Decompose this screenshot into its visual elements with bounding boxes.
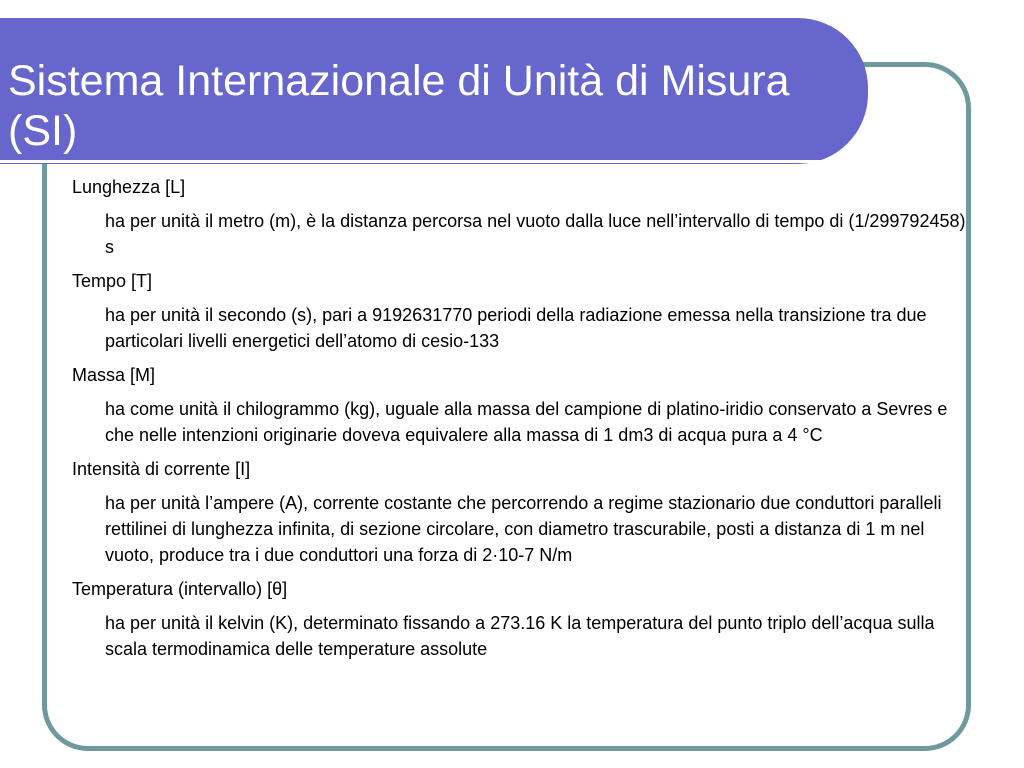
unit-item-mass — [72, 362, 972, 448]
unit-description: ha per unità il metro (m), è la distanza percorsa nel vuoto dalla luce nell’intervallo di tempo di (1/299792458) s — [105, 211, 966, 257]
unit-heading: Temperatura (intervallo) [θ] — [72, 579, 288, 599]
unit-item-time — [72, 268, 972, 354]
unit-heading: Intensità di corrente [I] — [72, 459, 251, 479]
title-banner — [0, 18, 868, 164]
unit-item-length — [72, 174, 972, 260]
unit-item-current — [72, 456, 972, 568]
unit-heading: Lunghezza [L] — [72, 177, 186, 197]
banner-divider — [0, 160, 868, 163]
unit-heading: Tempo [T] — [72, 271, 153, 291]
unit-description: ha per unità l’ampere (A), corrente costante che percorrendo a regime stazionario due conduttori paralleli rettilinei di lunghezza infinita, di sezione circolare, con diametro trascurabile, posti a distanza di 1 m nel vuoto, produce tra i due conduttori una forza di 2·10-7 N/m — [105, 493, 942, 565]
unit-heading: Massa [M] — [72, 365, 156, 385]
slide-title-line-1: Sistema Internazionale di Unità di Misura — [8, 57, 790, 105]
slide-title-line-2: (SI) — [8, 107, 78, 155]
unit-description: ha per unità il kelvin (K), determinato fissando a 273.16 K la temperatura del punto triplo dell’acqua sulla scala termodinamica delle temperature assolute — [105, 613, 935, 659]
unit-item-temperature — [72, 576, 972, 662]
unit-description: ha per unità il secondo (s), pari a 9192631770 periodi della radiazione emessa nella transizione tra due particolari livelli energetici dell’atomo di cesio-133 — [105, 305, 927, 351]
unit-description: ha come unità il chilogrammo (kg), uguale alla massa del campione di platino-iridio conservato a Sevres e che nelle intenzioni originarie doveva equivalere alla massa di 1 dm3 di acqua pura a 4 °C — [105, 399, 948, 445]
slide-body — [72, 174, 972, 670]
slide-title — [8, 56, 790, 156]
